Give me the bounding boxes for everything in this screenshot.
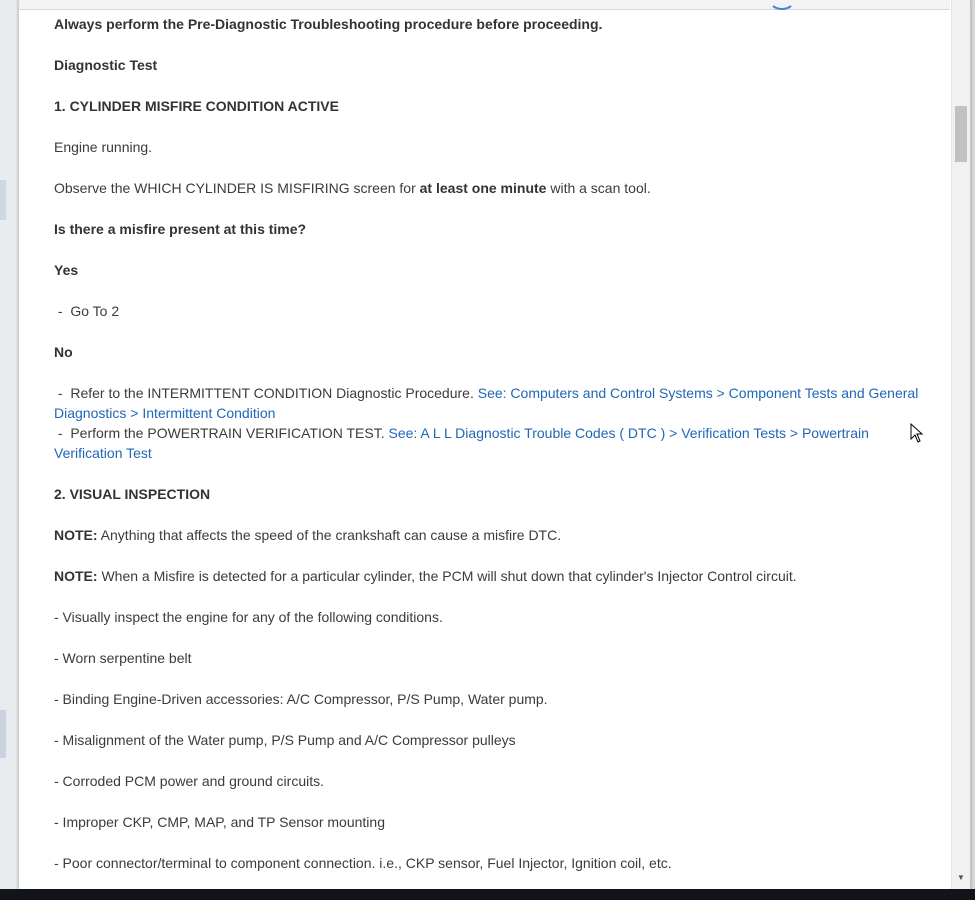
background-element	[0, 180, 6, 220]
yes-label: Yes	[54, 262, 79, 278]
question-text: Is there a misfire present at this time?	[54, 221, 307, 237]
background-element	[0, 710, 6, 758]
scroll-down-arrow-icon[interactable]: ▼	[957, 873, 965, 882]
list-item: - Improper CKP, CMP, MAP, and TP Sensor mounting	[54, 814, 385, 830]
step-heading	[54, 484, 934, 504]
diagnostic-test-heading: Diagnostic Test	[54, 57, 158, 73]
list-item: - Misalignment of the Water pump, P/S Pump and A/C Compressor pulleys	[54, 732, 516, 748]
instruction: Engine running.	[54, 139, 153, 155]
taskbar-edge	[0, 889, 975, 900]
perform-instruction	[54, 423, 934, 463]
window-top-edge	[19, 0, 950, 10]
list-item: - Poor connector/terminal to component connection. i.e., CKP sensor, Fuel Injector, Ignition coil, etc.	[54, 855, 672, 871]
observe-instruction	[54, 178, 934, 198]
observe-text-end: with a scan tool.	[546, 180, 651, 196]
loading-spinner-icon	[769, 0, 795, 10]
note-text: When a Misfire is detected for a particular cylinder, the PCM will shut down that cylinder's Injector Control circuit.	[97, 568, 797, 584]
list-item: - Worn serpentine belt	[54, 650, 192, 666]
perform-text: - Perform the POWERTRAIN VERIFICATION TEST.	[54, 425, 389, 441]
refer-text: - Refer to the INTERMITTENT CONDITION Diagnostic Procedure.	[54, 385, 478, 401]
list-item: - Corroded PCM power and ground circuits.	[54, 773, 325, 789]
note	[54, 525, 934, 545]
list-item: - Visually inspect the engine for any of the following conditions.	[54, 609, 443, 625]
answer-no	[54, 342, 934, 362]
note-label: NOTE:	[54, 527, 98, 543]
question	[54, 219, 934, 239]
step2-heading: 2. VISUAL INSPECTION	[54, 486, 211, 502]
scrollbar-thumb[interactable]	[955, 106, 967, 162]
document-content	[54, 14, 934, 894]
observe-text: Observe the WHICH CYLINDER IS MISFIRING screen for	[54, 180, 420, 196]
section-heading	[54, 55, 934, 75]
list-item: - Binding Engine-Driven accessories: A/C Compressor, P/S Pump, Water pump.	[54, 691, 548, 707]
answer-yes	[54, 260, 934, 280]
observe-emphasis: at least one minute	[419, 180, 547, 196]
pre-diagnostic-text: Always perform the Pre-Diagnostic Troubleshooting procedure before proceeding.	[54, 16, 603, 32]
pre-diagnostic-note	[54, 14, 934, 34]
note	[54, 566, 934, 586]
note-label: NOTE:	[54, 568, 98, 584]
mouse-pointer-icon	[910, 423, 924, 443]
intermittent-condition-link[interactable]: See: Computers and Control Systems > Component Tests and General Diagnostics > Intermittent Condition	[54, 385, 919, 421]
powertrain-verification-link[interactable]: See: A L L Diagnostic Trouble Codes ( DTC ) > Verification Tests > Powertrain Verification Test	[54, 425, 869, 461]
no-label: No	[54, 344, 73, 360]
document-window	[18, 0, 971, 889]
background-window-edge	[0, 0, 18, 900]
step-heading	[54, 96, 934, 116]
refer-instruction	[54, 383, 934, 423]
goto-step: - Go To 2	[54, 303, 120, 319]
note-text: Anything that affects the speed of the crankshaft can cause a misfire DTC.	[97, 527, 562, 543]
step1-heading: 1. CYLINDER MISFIRE CONDITION ACTIVE	[54, 98, 339, 114]
vertical-scrollbar[interactable]	[951, 0, 970, 889]
